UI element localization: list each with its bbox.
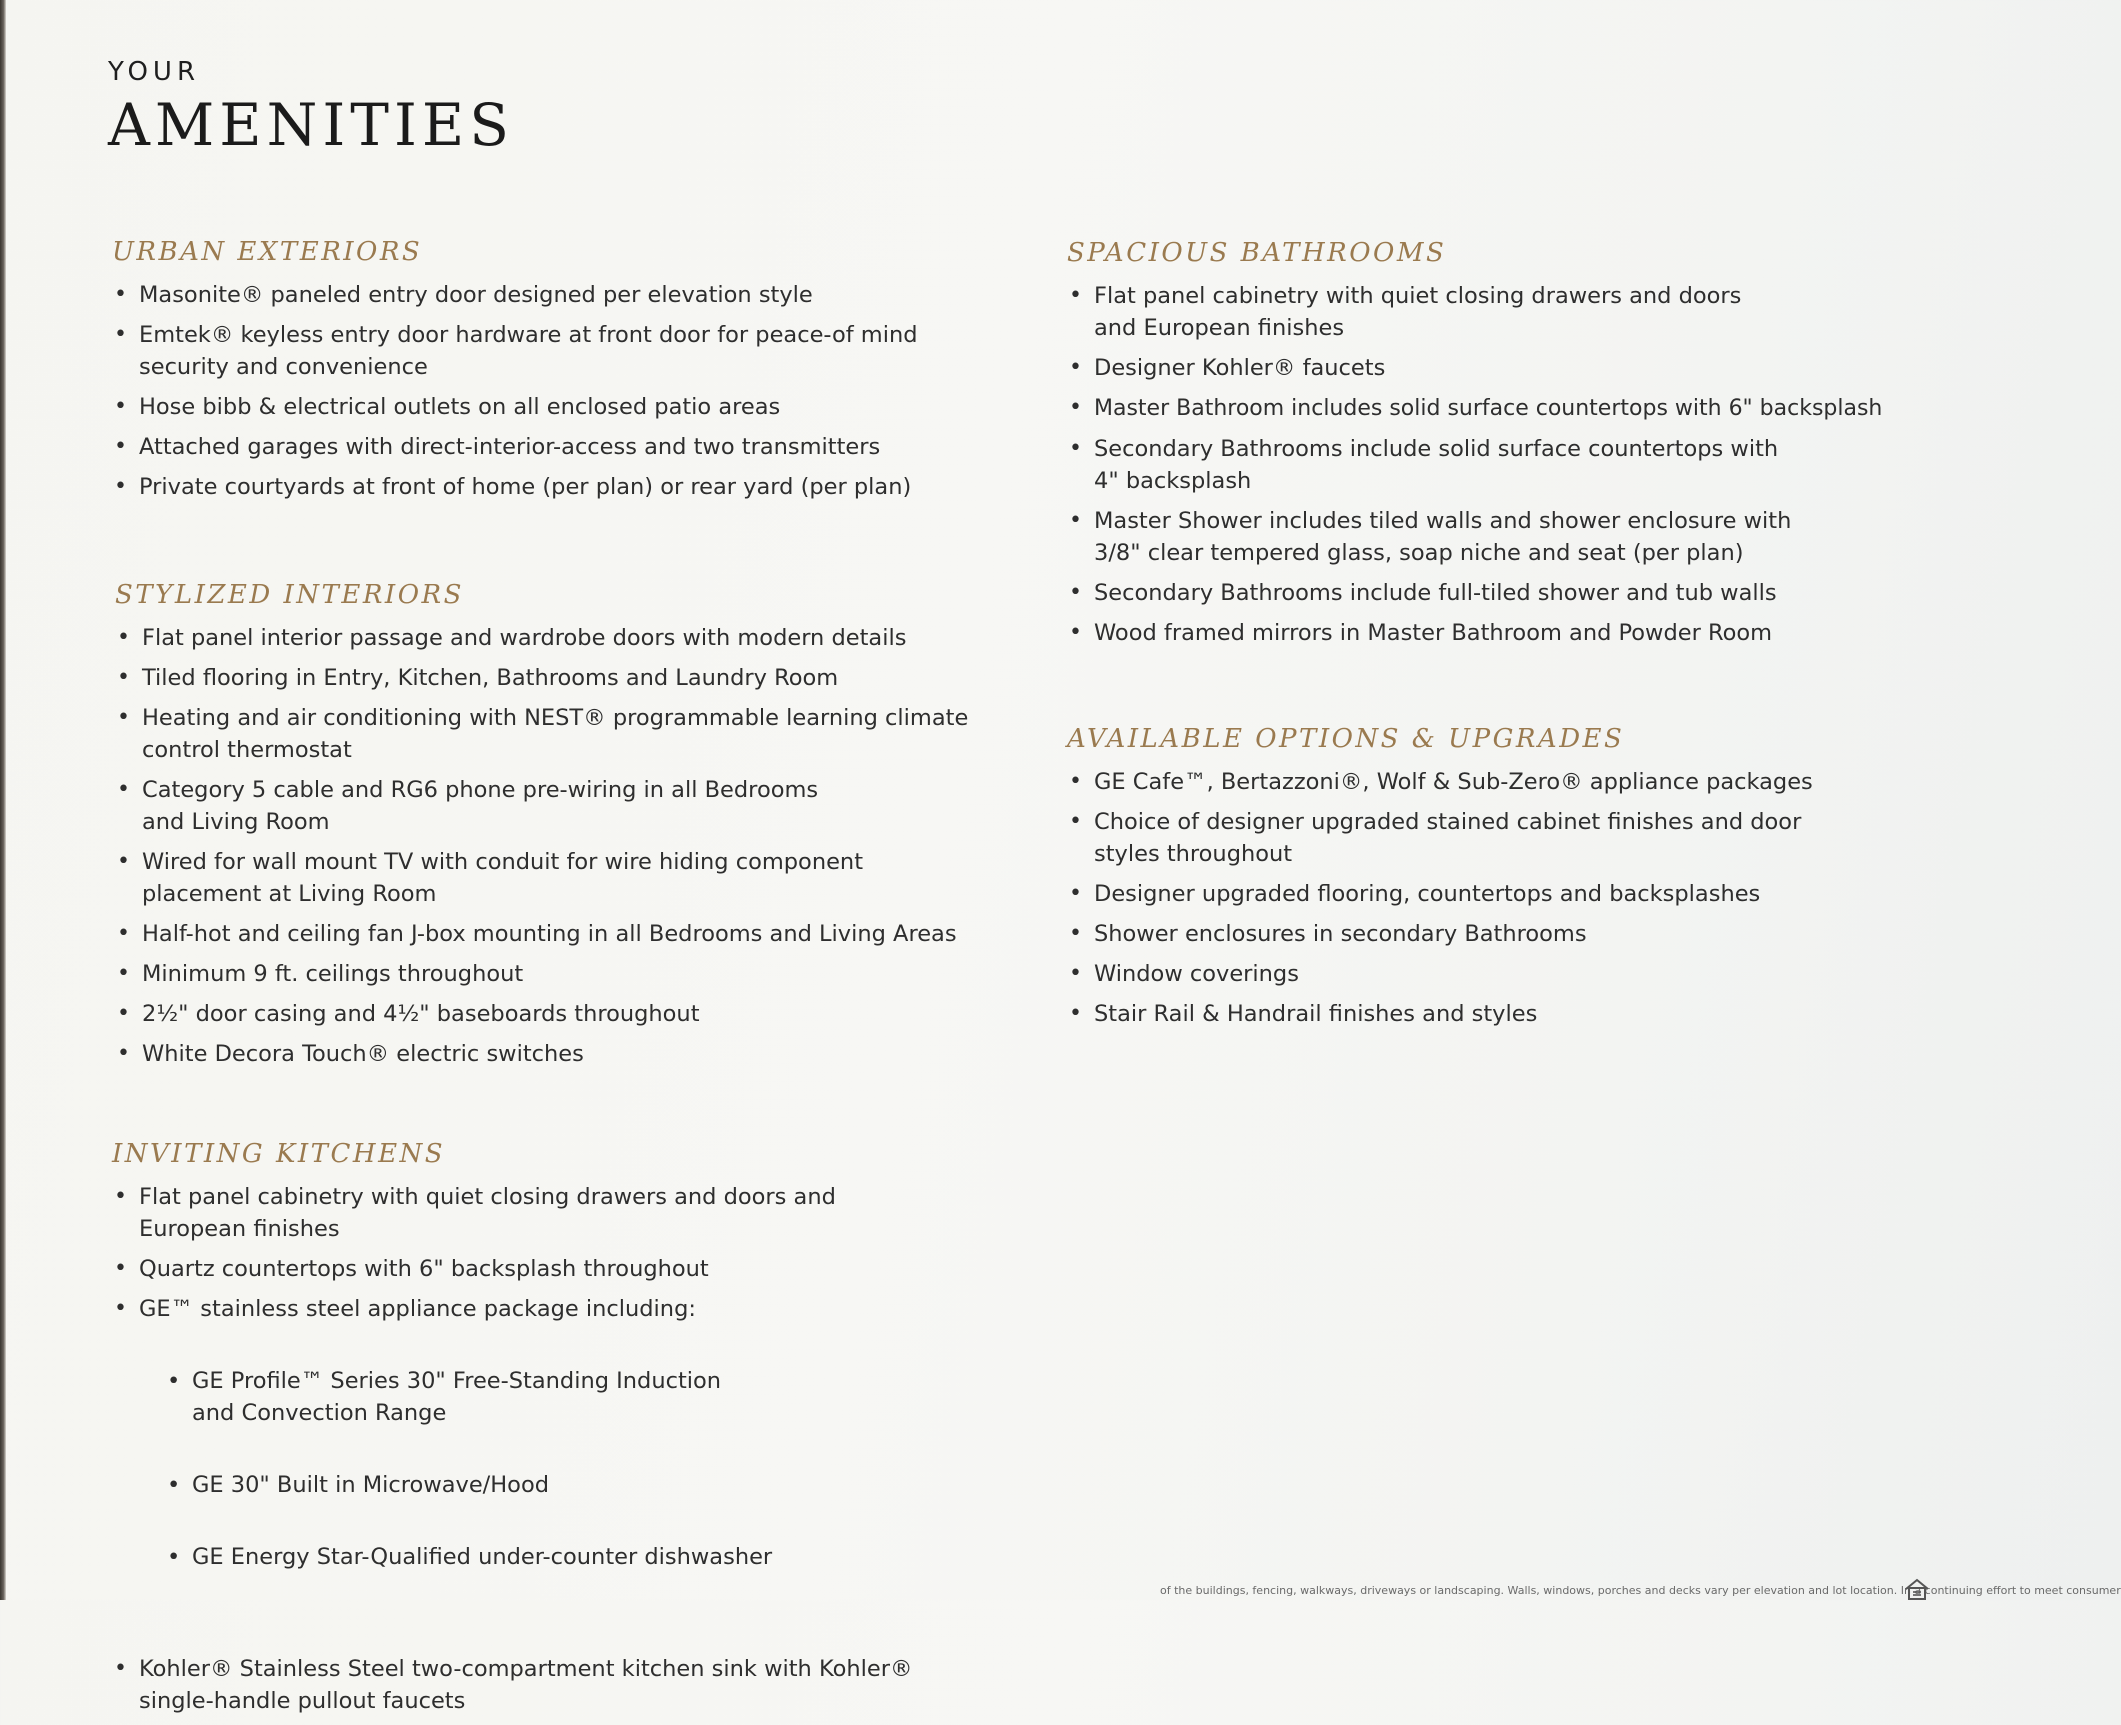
bullet-dot-icon: • — [1069, 620, 1082, 645]
list-item-text: Heating and air conditioning with NEST® programmable learning climate control thermostat — [142, 705, 969, 763]
list-item — [112, 431, 1012, 463]
sub-bullet-list — [139, 1333, 1012, 1613]
list-item — [115, 1038, 1035, 1070]
list-item-text: 2½" door casing and 4½" baseboards throughout — [142, 1001, 700, 1027]
list-item-text: GE Cafe™, Bertazzoni®, Wolf & Sub-Zero® appliance packages — [1094, 769, 1813, 795]
bullet-dot-icon: • — [117, 625, 130, 650]
sub-list-item — [165, 1469, 1012, 1501]
list-item-text: Wired for wall mount TV with conduit for wire hiding component placement at Living Room — [142, 849, 864, 907]
list-item-text: Masonite® paneled entry door designed per elevation style — [139, 282, 813, 308]
section-inviting-kitchens — [112, 1137, 1012, 1725]
bullet-dot-icon: • — [117, 921, 130, 946]
section-stylized-interiors — [115, 578, 1035, 1078]
bullet-dot-icon: • — [1069, 283, 1082, 308]
list-item — [1067, 806, 1927, 870]
list-item — [112, 391, 1012, 423]
list-item-text: Emtek® keyless entry door hardware at front door for peace-of mind security and convenience — [139, 322, 918, 380]
list-item — [112, 1253, 1012, 1285]
bullet-dot-icon: • — [1069, 881, 1082, 906]
list-item — [115, 702, 1035, 766]
bullet-dot-icon: • — [114, 1296, 127, 1321]
list-item-text: Secondary Bathrooms include solid surface countertops with 4" backsplash — [1094, 436, 1779, 494]
bullet-dot-icon: • — [114, 394, 127, 419]
page-title: AMENITIES — [108, 91, 514, 159]
list-item-text: White Decora Touch® electric switches — [142, 1041, 584, 1067]
list-item-text: Shower enclosures in secondary Bathrooms — [1094, 921, 1587, 947]
bullet-list — [1067, 766, 1927, 1030]
bullet-dot-icon: • — [117, 665, 130, 690]
bullet-dot-icon: • — [114, 434, 127, 459]
bullet-dot-icon: • — [117, 849, 130, 874]
list-item — [115, 958, 1035, 990]
list-item — [1067, 878, 1927, 910]
list-item-text: Tiled flooring in Entry, Kitchen, Bathrooms and Laundry Room — [142, 665, 839, 691]
bullet-list — [115, 622, 1035, 1070]
section-available-options — [1067, 722, 1927, 1038]
bullet-dot-icon: • — [114, 322, 127, 347]
list-item-text: Category 5 cable and RG6 phone pre-wiring in all Bedrooms and Living Room — [142, 777, 819, 835]
bullet-dot-icon: • — [1069, 580, 1082, 605]
sub-list-item — [165, 1541, 1012, 1573]
bullet-dot-icon: • — [114, 474, 127, 499]
list-item — [115, 846, 1035, 910]
bullet-dot-icon: • — [1069, 355, 1082, 380]
list-item-text: Wood framed mirrors in Master Bathroom and Powder Room — [1094, 620, 1773, 646]
bullet-list — [112, 1181, 1012, 1717]
list-item — [1067, 577, 1927, 609]
bullet-dot-icon: • — [117, 1041, 130, 1066]
list-item — [1067, 617, 1927, 649]
list-item — [112, 279, 1012, 311]
list-item-text: GE™ stainless steel appliance package including: — [139, 1296, 696, 1322]
list-item — [1067, 392, 1927, 425]
bullet-list — [1067, 280, 1927, 649]
bullet-dot-icon: • — [167, 1368, 181, 1394]
bullet-list — [112, 279, 1012, 503]
list-item-text: Attached garages with direct-interior-access and two transmitters — [139, 434, 881, 460]
section-heading: INVITING KITCHENS — [112, 1139, 446, 1169]
list-item — [115, 774, 1035, 838]
list-item — [112, 1181, 1012, 1245]
list-item-text: Minimum 9 ft. ceilings throughout — [142, 961, 524, 987]
bullet-dot-icon: • — [167, 1544, 181, 1570]
list-item-text: Choice of designer upgraded stained cabinet finishes and door styles throughout — [1094, 809, 1802, 867]
section-heading: STYLIZED INTERIORS — [115, 580, 464, 610]
title-block — [108, 56, 514, 160]
sub-list-item — [165, 1365, 1012, 1429]
section-urban-exteriors — [112, 235, 1012, 511]
bullet-dot-icon: • — [117, 705, 130, 730]
bullet-dot-icon: • — [114, 1656, 127, 1681]
bullet-dot-icon: • — [114, 1184, 127, 1209]
list-item — [112, 1293, 1012, 1645]
list-item — [1067, 998, 1927, 1030]
bullet-dot-icon: • — [114, 282, 127, 307]
list-item-text: GE Energy Star-Qualified under-counter dishwasher — [192, 1544, 773, 1570]
list-item-text: Window coverings — [1094, 961, 1299, 987]
list-item-text: Kohler® Stainless Steel two-compartment kitchen sink with Kohler® single-handle pullout faucets — [139, 1656, 913, 1714]
bullet-dot-icon: • — [117, 1001, 130, 1026]
list-item — [1067, 352, 1927, 384]
list-item — [1067, 766, 1927, 798]
list-item-text: Stair Rail & Handrail finishes and styles — [1094, 1001, 1538, 1027]
list-item — [115, 998, 1035, 1030]
page-binding-edge — [0, 0, 6, 1600]
list-item — [1067, 918, 1927, 950]
bullet-dot-icon: • — [167, 1472, 181, 1498]
list-item — [1067, 280, 1927, 344]
bullet-dot-icon: • — [1069, 1001, 1082, 1026]
bullet-dot-icon: • — [1069, 508, 1082, 533]
list-item — [112, 471, 1012, 503]
bullet-dot-icon: • — [117, 777, 130, 802]
list-item-text: Flat panel cabinetry with quiet closing drawers and doors and European finishes — [1094, 283, 1742, 341]
list-item-text: Hose bibb & electrical outlets on all enclosed patio areas — [139, 394, 781, 420]
bullet-dot-icon: • — [1069, 809, 1082, 834]
list-item — [115, 622, 1035, 654]
footer-fineprint: of the buildings, fencing, walkways, driveways or landscaping. Walls, windows, porches and decks vary per elevation and lot location. In a continuing effort to meet consumer — [1160, 1584, 2121, 1597]
list-item-text: Secondary Bathrooms include full-tiled shower and tub walls — [1094, 580, 1777, 606]
bullet-dot-icon: • — [1069, 769, 1082, 794]
list-item — [112, 319, 1012, 383]
list-item — [115, 918, 1035, 950]
bullet-dot-icon: • — [1069, 395, 1082, 420]
title-kicker: YOUR — [108, 57, 201, 87]
list-item-text: Half-hot and ceiling fan J-box mounting in all Bedrooms and Living Areas — [142, 921, 957, 947]
list-item — [1067, 433, 1927, 497]
section-heading: AVAILABLE OPTIONS & UPGRADES — [1067, 724, 1625, 754]
equal-housing-opportunity-icon — [1904, 1578, 1930, 1600]
list-item-text: Private courtyards at front of home (per plan) or rear yard (per plan) — [139, 474, 912, 500]
list-item — [1067, 505, 1927, 569]
list-item-text: GE Profile™ Series 30" Free-Standing Induction and Convection Range — [192, 1368, 722, 1426]
list-item — [1067, 958, 1927, 990]
bullet-dot-icon: • — [1069, 436, 1082, 461]
section-heading: SPACIOUS BATHROOMS — [1067, 238, 1447, 268]
bullet-dot-icon: • — [1069, 921, 1082, 946]
section-heading: URBAN EXTERIORS — [112, 237, 423, 267]
bullet-dot-icon: • — [117, 961, 130, 986]
list-item-text: GE 30" Built in Microwave/Hood — [192, 1472, 549, 1498]
list-item — [112, 1653, 1012, 1717]
list-item-text: Flat panel cabinetry with quiet closing drawers and doors and European finishes — [139, 1184, 836, 1242]
list-item — [115, 662, 1035, 694]
section-spacious-bathrooms — [1067, 236, 1927, 657]
list-item-text: Designer upgraded flooring, countertops and backsplashes — [1094, 881, 1761, 907]
bullet-dot-icon: • — [114, 1256, 127, 1281]
list-item-text: Master Bathroom includes solid surface countertops with 6" backsplash — [1094, 396, 1883, 421]
bullet-dot-icon: • — [1069, 961, 1082, 986]
list-item-text: Flat panel interior passage and wardrobe doors with modern details — [142, 625, 907, 651]
list-item-text: Master Shower includes tiled walls and shower enclosure with 3/8" clear tempered glass, soap niche and seat (per plan) — [1094, 508, 1792, 566]
list-item-text: Designer Kohler® faucets — [1094, 355, 1386, 381]
list-item-text: Quartz countertops with 6" backsplash throughout — [139, 1256, 709, 1282]
